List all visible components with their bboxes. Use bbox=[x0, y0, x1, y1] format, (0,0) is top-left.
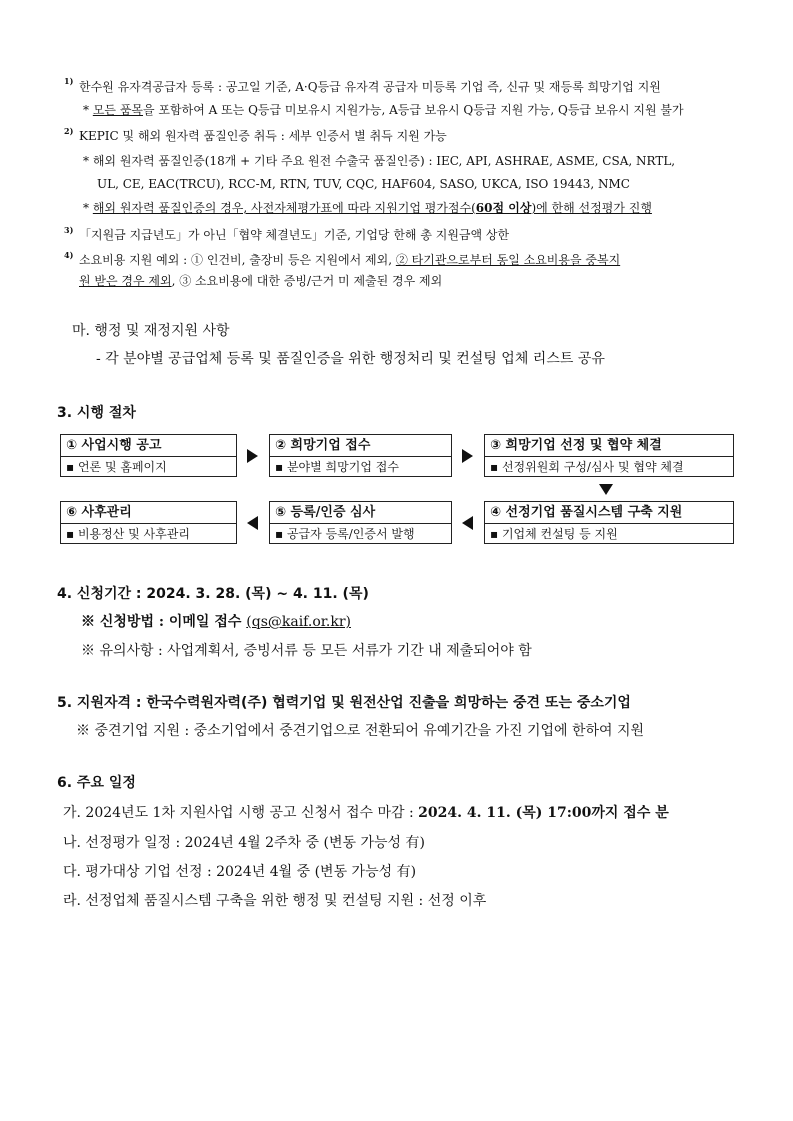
step-6-title: ⑥ 사후관리 bbox=[61, 502, 236, 524]
step-5-desc: ▪ 공급자 등록/인증서 발행 bbox=[275, 527, 415, 541]
footnote-3-number: 3) bbox=[64, 225, 74, 235]
step-1-title: ① 사업시행 공고 bbox=[61, 435, 236, 457]
section-ma-item: - 각 분야별 공급업체 등록 및 품질인증을 위한 행정처리 및 컨설팅 업체 리스트 공유 bbox=[96, 351, 605, 367]
footnote-1-number: 1) bbox=[64, 76, 74, 86]
footnote-1-note bbox=[83, 102, 684, 118]
footnote-2-note2-prefix: * bbox=[83, 201, 93, 215]
section-6-item-ra: 라. 선정업체 품질시스템 구축을 위한 행정 및 컨설팅 지원 : 선정 이후 bbox=[63, 893, 487, 909]
step-2-box bbox=[269, 434, 452, 477]
footnote-4-line1-plain: 소요비용 지원 예외 : ① 인건비, 출장비 등은 지원에서 제외, bbox=[79, 253, 396, 267]
section-6-item-ga-bold: 2024. 4. 11. (목) 17:00까지 접수 분 bbox=[418, 805, 669, 821]
section-4-method bbox=[81, 611, 351, 631]
footnote-1-note-prefix: * bbox=[83, 103, 93, 117]
section-6-item-ga bbox=[63, 802, 669, 822]
footnote-3-text: 「지원금 지급년도」가 아닌「협약 체결년도」기준, 기업당 한해 총 지원금액 상한 bbox=[79, 228, 510, 242]
section-5-title: 5. 지원자격 : 한국수력원자력(주) 협력기업 및 원전산업 진출을 희망하는 중견 또는 중소기업 bbox=[57, 695, 631, 711]
section-6-title: 6. 주요 일정 bbox=[57, 775, 136, 791]
section-6-item-ga-plain: 가. 2024년도 1차 지원사업 시행 공고 신청서 접수 마감 : bbox=[63, 805, 419, 821]
footnote-2-note-line2: UL, CE, EAC(TRCU), RCC-M, RTN, TUV, CQC, HAF604, SASO, UKCA, ISO 19443, NMC bbox=[97, 177, 630, 191]
step-5-title: ⑤ 등록/인증 심사 bbox=[270, 502, 451, 524]
section-4-notice: ※ 유의사항 : 사업계획서, 증빙서류 등 모든 서류가 기간 내 제출되어야 함 bbox=[81, 643, 532, 659]
arrow-right-icon bbox=[247, 449, 258, 463]
step-2-title: ② 희망기업 접수 bbox=[270, 435, 451, 457]
section-3-title: 3. 시행 절차 bbox=[57, 405, 136, 421]
step-6-box bbox=[60, 501, 237, 544]
step-4-box bbox=[484, 501, 734, 544]
step-4-title: ④ 선정기업 품질시스템 구축 지원 bbox=[485, 502, 733, 524]
footnote-4-line2-plain: , ③ 소요비용에 대한 증빙/근거 미 제출된 경우 제외 bbox=[171, 274, 443, 288]
step-3-box bbox=[484, 434, 734, 477]
email-link[interactable]: (qs@kaif.or.kr) bbox=[246, 614, 351, 630]
step-2-desc: ▪ 분야별 희망기업 접수 bbox=[275, 460, 399, 474]
footnote-2-note2-bold: 60점 이상 bbox=[475, 201, 532, 215]
footnote-4-line2-underlined: 원 받은 경우 제외 bbox=[79, 274, 172, 288]
section-6-item-da: 다. 평가대상 기업 선정 : 2024년 4월 중 (변동 가능성 有) bbox=[63, 864, 417, 880]
step-1-box bbox=[60, 434, 237, 477]
footnote-2-text: KEPIC 및 해외 원자력 품질인증 취득 : 세부 인증서 별 취득 지원 가능 bbox=[79, 129, 447, 143]
arrow-down-icon bbox=[599, 484, 613, 495]
footnote-1-note-rest: 을 포함하여 A 또는 Q등급 미보유시 지원가능, A등급 보유시 Q등급 지원 가능, Q등급 보유시 지원 불가 bbox=[143, 103, 684, 117]
section-5-note: ※ 중견기업 지원 : 중소기업에서 중견기업으로 전환되어 유예기간을 가진 기업에 한하여 지원 bbox=[76, 723, 645, 739]
footnote-1-text: 한수원 유자격공급자 등록 : 공고일 기준, A·Q등급 유자격 공급자 미등록 기업 즉, 신규 및 재등록 희망기업 지원 bbox=[79, 80, 661, 94]
step-4-desc: ▪ 기업체 컨설팅 등 지원 bbox=[490, 527, 618, 541]
footnote-2-note2-underlined-2: )에 한해 선정평가 진행 bbox=[531, 201, 652, 215]
footnote-2-note-line1: * 해외 원자력 품질인증(18개 + 기타 주요 원전 수출국 품질인증) : IEC, API, ASHRAE, ASME, CSA, NRTL, bbox=[83, 154, 676, 168]
section-4-method-label: ※ 신청방법 : 이메일 접수 bbox=[81, 614, 247, 630]
step-6-desc: ▪ 비용정산 및 사후관리 bbox=[66, 527, 190, 541]
step-1-desc: ▪ 언론 및 홈페이지 bbox=[66, 460, 167, 474]
footnote-4-line2 bbox=[79, 273, 442, 289]
section-ma-title: 마. 행정 및 재정지원 사항 bbox=[72, 323, 230, 339]
footnote-2-note2 bbox=[83, 200, 652, 216]
footnote-1-note-underlined: 모든 품목 bbox=[92, 103, 144, 117]
section-6-item-na: 나. 선정평가 일정 : 2024년 4월 2주차 중 (변동 가능성 有) bbox=[63, 835, 425, 851]
footnote-2-note2-underlined-1: 해외 원자력 품질인증의 경우, 사전자체평가표에 따라 지원기업 평가점수( bbox=[92, 201, 476, 215]
footnote-4-number: 4) bbox=[64, 250, 74, 260]
section-4-title: 4. 신청기간 : 2024. 3. 28. (목) ~ 4. 11. (목) bbox=[57, 586, 369, 602]
footnote-4-line1 bbox=[79, 252, 620, 268]
arrow-left-icon bbox=[462, 516, 473, 530]
footnote-2-number: 2) bbox=[64, 126, 74, 136]
step-3-desc: ▪ 선정위원회 구성/심사 및 협약 체결 bbox=[490, 460, 684, 474]
step-5-box bbox=[269, 501, 452, 544]
footnote-4-line1-underlined: ② 타기관으로부터 동일 소요비용을 중복지 bbox=[395, 253, 621, 267]
step-3-title: ③ 희망기업 선정 및 협약 체결 bbox=[485, 435, 733, 457]
arrow-left-icon bbox=[247, 516, 258, 530]
arrow-right-icon bbox=[462, 449, 473, 463]
